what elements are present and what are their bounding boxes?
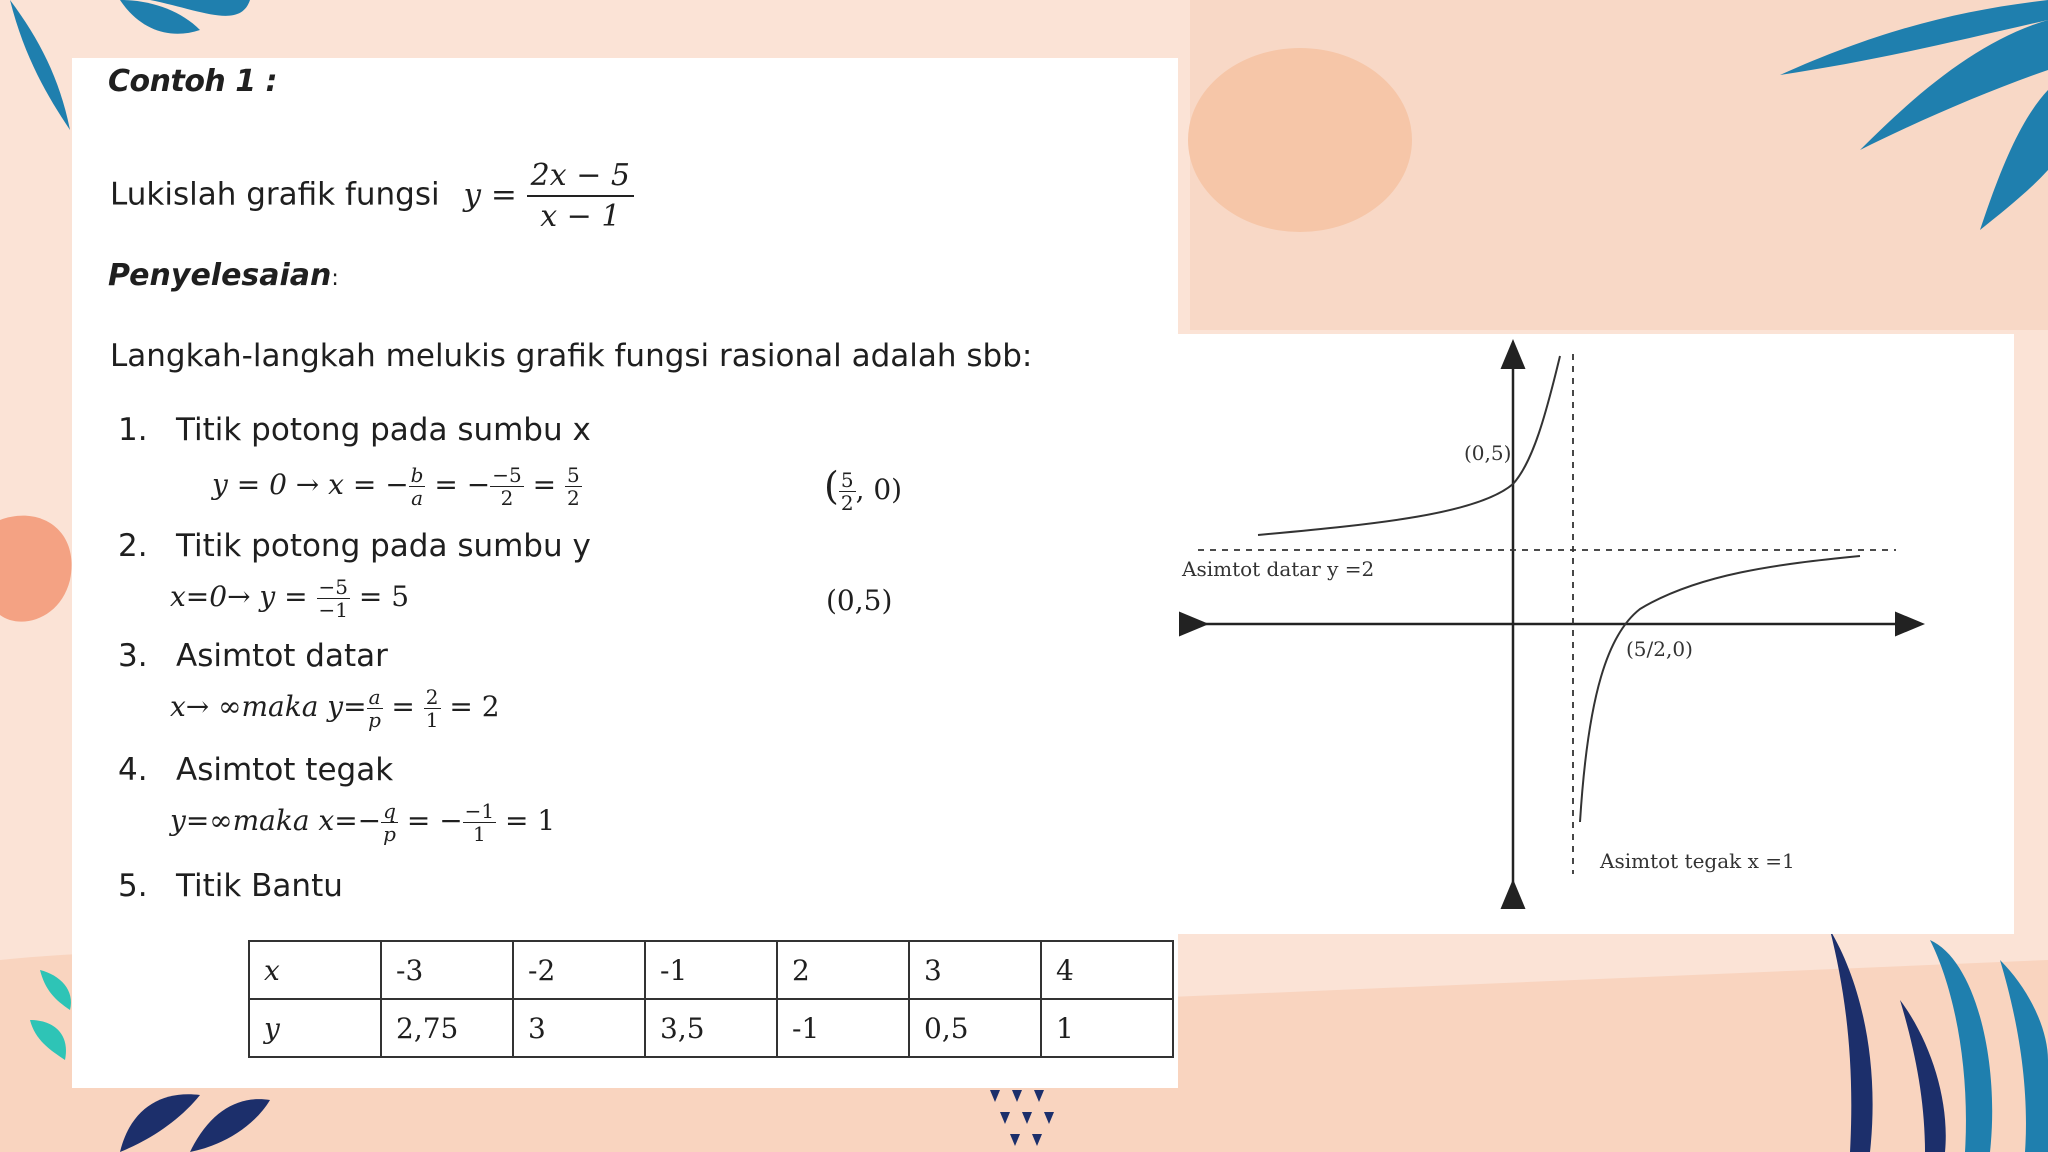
helper-points-table — [248, 940, 1174, 1058]
task-y-equals: y = — [463, 176, 517, 213]
step-2-eq-tail: = 5 — [350, 580, 410, 613]
solution-heading — [108, 258, 339, 293]
table-cell: 3 — [513, 999, 645, 1057]
step-4-number: 4. — [118, 752, 148, 788]
table-cell: 1 — [1041, 999, 1173, 1057]
step-2-f-num: −5 — [318, 575, 348, 599]
label-vertical-asymptote: Asimtot tegak x =1 — [1600, 849, 1795, 873]
step-3-label — [118, 638, 388, 674]
table-cell: 3 — [909, 941, 1041, 999]
rational-function-graph — [1178, 334, 2014, 934]
step-4-equation — [170, 800, 555, 845]
step-2-equation — [170, 576, 409, 621]
label-horizontal-asymptote: Asimtot datar y =2 — [1182, 557, 1375, 581]
step-3-eq-lead: x→ ∞maka y= — [170, 690, 367, 723]
table-cell: -1 — [777, 999, 909, 1057]
task-prefix: Lukislah grafik fungsi — [110, 176, 440, 213]
curve-left-branch — [1258, 356, 1560, 535]
table-cell: -1 — [645, 941, 777, 999]
step-4-frac-q-p — [381, 800, 398, 845]
intro-text: Langkah-langkah melukis grafik fungsi rasional adalah sbb: — [110, 338, 1033, 374]
table-row-x — [249, 941, 1173, 999]
coral-leaf-left — [0, 516, 72, 622]
step-5-text: Titik Bantu — [176, 868, 343, 904]
step-1-pt-frac — [839, 469, 856, 514]
step-4-frac-neg1-1 — [463, 800, 496, 845]
task-numerator: 2x − 5 — [527, 158, 634, 197]
step-3-equation — [170, 686, 500, 731]
table-cell: 2 — [777, 941, 909, 999]
step-3-f2-num: 2 — [425, 685, 439, 709]
step-1-pt-close: , 0) — [855, 473, 903, 506]
step-1-frac-b-a — [409, 464, 426, 509]
solution-heading-text: Penyelesaian — [108, 258, 332, 293]
step-4-label — [118, 752, 393, 788]
step-3-f1-den: p — [368, 708, 381, 732]
step-2-label — [118, 528, 591, 564]
step-3-eq-mid: = — [382, 690, 424, 723]
step-1-f3-num: 5 — [566, 463, 580, 487]
step-3-frac-a-p — [367, 686, 383, 731]
step-1-equation — [212, 464, 582, 509]
step-2-point: (0,5) — [826, 584, 893, 617]
step-3-f2-den: 1 — [425, 708, 439, 732]
step-1-number: 1. — [118, 412, 148, 448]
task-fraction — [527, 158, 634, 234]
step-1-pt-num: 5 — [840, 468, 854, 492]
graph-panel — [1178, 334, 2014, 934]
step-2-frac — [317, 576, 350, 621]
table-y-label: y — [249, 999, 381, 1057]
label-y-intercept: (0,5) — [1464, 441, 1512, 465]
step-2-eq-lead: x=0→ y = — [170, 580, 317, 613]
example-title: Contoh 1 : — [108, 64, 278, 99]
step-5-number: 5. — [118, 868, 148, 904]
table-row-y — [249, 999, 1173, 1057]
table-cell: 0,5 — [909, 999, 1041, 1057]
step-1-frac-neg5-2 — [490, 464, 523, 509]
task-denominator: x − 1 — [540, 199, 621, 234]
peach-blob-circle — [1188, 48, 1412, 232]
step-3-eq-tail: = 2 — [440, 690, 500, 723]
step-3-number: 3. — [118, 638, 148, 674]
step-1-f1-num: b — [410, 463, 424, 487]
step-3-frac-2-1 — [424, 686, 441, 731]
table-cell: 4 — [1041, 941, 1173, 999]
solution-colon: : — [331, 266, 339, 291]
step-4-text: Asimtot tegak — [176, 752, 394, 788]
step-1-label — [118, 412, 591, 448]
table-x-label: x — [249, 941, 381, 999]
table-cell: 2,75 — [381, 999, 513, 1057]
step-4-f1-den: p — [383, 822, 396, 846]
step-1-f1-den: a — [411, 486, 424, 510]
step-4-eq-tail: = 1 — [496, 804, 556, 837]
step-1-frac-5-2 — [565, 464, 582, 509]
step-2-text: Titik potong pada sumbu y — [176, 528, 591, 564]
task-statement — [110, 158, 634, 234]
step-4-eq-mid: = − — [397, 804, 463, 837]
curve-right-branch — [1580, 556, 1860, 822]
table-cell: 3,5 — [645, 999, 777, 1057]
step-3-text: Asimtot datar — [176, 638, 388, 674]
step-2-number: 2. — [118, 528, 148, 564]
step-2-f-den: −1 — [318, 598, 348, 622]
step-1-point — [824, 464, 902, 514]
step-3-f1-num: a — [368, 685, 381, 709]
step-4-f2-num: −1 — [464, 799, 495, 823]
step-4-f2-den: 1 — [473, 822, 486, 846]
document-page — [72, 58, 1178, 1088]
step-1-eq-lead: y = 0 → x = − — [212, 468, 409, 501]
step-1-eq-mid1: = − — [425, 468, 491, 501]
table-cell: -2 — [513, 941, 645, 999]
step-1-f3-den: 2 — [566, 486, 580, 510]
label-x-intercept: (5/2,0) — [1626, 637, 1693, 661]
step-1-f2-den: 2 — [500, 486, 514, 510]
step-1-pt-den: 2 — [840, 491, 854, 515]
table-cell: -3 — [381, 941, 513, 999]
step-1-eq-mid2: = — [523, 468, 565, 501]
step-1-text: Titik potong pada sumbu x — [176, 412, 591, 448]
step-1-pt-open: ( — [824, 464, 839, 508]
step-1-f2-num: −5 — [492, 463, 522, 487]
step-4-eq-lead: y=∞maka x=− — [170, 804, 382, 837]
step-4-f1-num: q — [383, 799, 396, 823]
step-5-label — [118, 868, 343, 904]
